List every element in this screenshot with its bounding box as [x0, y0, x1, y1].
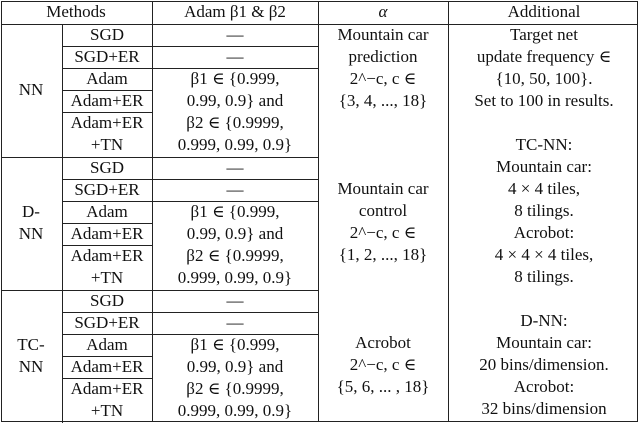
- header-additional: Additional: [507, 2, 581, 21]
- method-name: Adam: [86, 202, 128, 221]
- adam-param-line: 0.999, 0.99, 0.9}: [177, 401, 293, 420]
- adam-none: —: [226, 291, 244, 310]
- header-alpha: α: [378, 2, 388, 21]
- method-name: Adam: [86, 335, 128, 354]
- alpha-line: [318, 156, 448, 178]
- additional-line: [448, 112, 640, 134]
- method-name: Adam+ER: [70, 224, 144, 243]
- method-cell: [62, 157, 152, 179]
- additional-line: D-NN:: [520, 311, 568, 330]
- additional-line: 32 bins/dimension: [481, 399, 607, 418]
- method-cell: [62, 46, 152, 68]
- alpha-line: [318, 112, 448, 134]
- adam-param-line: β1 ∈ {0.999,: [190, 335, 280, 354]
- additional-line: 20 bins/dimension.: [479, 355, 609, 374]
- group-label-line: NN: [18, 224, 44, 243]
- alpha-line: [318, 134, 448, 156]
- adam-param-line: 0.999, 0.99, 0.9}: [177, 268, 293, 287]
- method-name: SGD+ER: [74, 180, 140, 199]
- alpha-line: [318, 310, 448, 332]
- group-label: [0, 201, 62, 245]
- adam-none-cell: [152, 46, 318, 68]
- method-name: Adam: [86, 69, 128, 88]
- header-adam: Adam β1 & β2: [184, 2, 286, 21]
- additional-line: [448, 288, 640, 310]
- alpha-line: 2^−c, c ∈: [349, 69, 417, 88]
- additional-line: Set to 100 in results.: [474, 91, 614, 110]
- method-name: +TN: [90, 401, 124, 420]
- adam-none: —: [226, 47, 244, 66]
- adam-none: —: [226, 158, 244, 177]
- method-name: SGD+ER: [74, 313, 140, 332]
- method-cell: [62, 334, 152, 356]
- alpha-line: {3, 4, ..., 18}: [338, 91, 428, 110]
- adam-param-line: β1 ∈ {0.999,: [190, 69, 280, 88]
- adam-params: [152, 334, 318, 422]
- method-name: +TN: [90, 268, 124, 287]
- method-cell: [62, 290, 152, 312]
- adam-params: [152, 68, 318, 156]
- alpha-line: Mountain car: [337, 25, 429, 44]
- adam-none-cell: [152, 24, 318, 46]
- method-cell: [62, 24, 152, 46]
- method-cell: [62, 312, 152, 334]
- alpha-line: prediction: [348, 47, 418, 66]
- group-label-line: NN: [18, 357, 44, 376]
- additional-line: Acrobot:: [513, 223, 575, 242]
- additional-line: update frequency ∈: [476, 47, 612, 66]
- adam-none-cell: [152, 312, 318, 334]
- alpha-line: [318, 398, 448, 420]
- alpha-column: [318, 24, 448, 420]
- alpha-line: {5, 6, ... , 18}: [336, 377, 430, 396]
- additional-line: 8 tilings.: [514, 267, 574, 286]
- adam-params: [152, 201, 318, 289]
- method-name: Adam+ER: [70, 246, 144, 265]
- method-cell: [62, 201, 152, 223]
- additional-line: Mountain car:: [496, 157, 592, 176]
- method-cell: [62, 90, 152, 112]
- alpha-line: {1, 2, ..., 18}: [338, 245, 428, 264]
- alpha-line: control: [358, 201, 408, 220]
- method-name: Adam+ER: [70, 113, 144, 132]
- group-label: [0, 334, 62, 378]
- group-label-line: TC-: [17, 335, 45, 354]
- adam-param-line: β2 ∈ {0.9999,: [186, 246, 284, 265]
- adam-none-cell: [152, 179, 318, 201]
- alpha-line: Acrobot: [355, 333, 411, 352]
- alpha-line: [318, 288, 448, 310]
- method-name: SGD: [89, 158, 124, 177]
- method-name: SGD+ER: [74, 47, 140, 66]
- additional-line: {10, 50, 100}.: [495, 69, 593, 88]
- group-label-line: NN: [18, 80, 44, 99]
- method-name: SGD: [89, 25, 124, 44]
- method-cell: [62, 179, 152, 201]
- method-name: Adam+ER: [70, 379, 144, 398]
- adam-param-line: β1 ∈ {0.999,: [190, 202, 280, 221]
- method-name: Adam+ER: [70, 91, 144, 110]
- additional-line: Target net: [510, 25, 578, 44]
- additional-line: TC-NN:: [515, 135, 573, 154]
- method-cell: [62, 68, 152, 90]
- alpha-line: 2^−c, c ∈: [349, 223, 417, 242]
- method-name: Adam+ER: [70, 357, 144, 376]
- method-cell: [62, 378, 152, 422]
- adam-none: —: [226, 25, 244, 44]
- alpha-line: [318, 266, 448, 288]
- adam-param-line: β2 ∈ {0.9999,: [186, 379, 284, 398]
- additional-line: 4 × 4 × 4 tiles,: [494, 245, 594, 264]
- method-cell: [62, 245, 152, 289]
- adam-param-line: 0.99, 0.9} and: [186, 91, 284, 110]
- header-methods: Methods: [46, 2, 106, 21]
- additional-line: Mountain car:: [496, 333, 592, 352]
- method-name: +TN: [90, 135, 124, 154]
- method-cell: [62, 356, 152, 378]
- adam-param-line: 0.999, 0.99, 0.9}: [177, 135, 293, 154]
- adam-none: —: [226, 313, 244, 332]
- method-cell: [62, 223, 152, 245]
- adam-none: —: [226, 180, 244, 199]
- alpha-line: 2^−c, c ∈: [349, 355, 417, 374]
- adam-param-line: β2 ∈ {0.9999,: [186, 113, 284, 132]
- method-name: SGD: [89, 291, 124, 310]
- additional-line: 4 × 4 tiles,: [508, 179, 580, 198]
- group-label-line: D-: [22, 202, 40, 221]
- adam-none-cell: [152, 290, 318, 312]
- additional-line: Acrobot:: [513, 377, 575, 396]
- additional-line: 8 tilings.: [514, 201, 574, 220]
- adam-none-cell: [152, 157, 318, 179]
- additional-column: [448, 24, 640, 420]
- method-cell: [62, 112, 152, 156]
- alpha-line: Mountain car: [337, 179, 429, 198]
- adam-param-line: 0.99, 0.9} and: [186, 357, 284, 376]
- adam-param-line: 0.99, 0.9} and: [186, 224, 284, 243]
- group-label: [0, 79, 62, 101]
